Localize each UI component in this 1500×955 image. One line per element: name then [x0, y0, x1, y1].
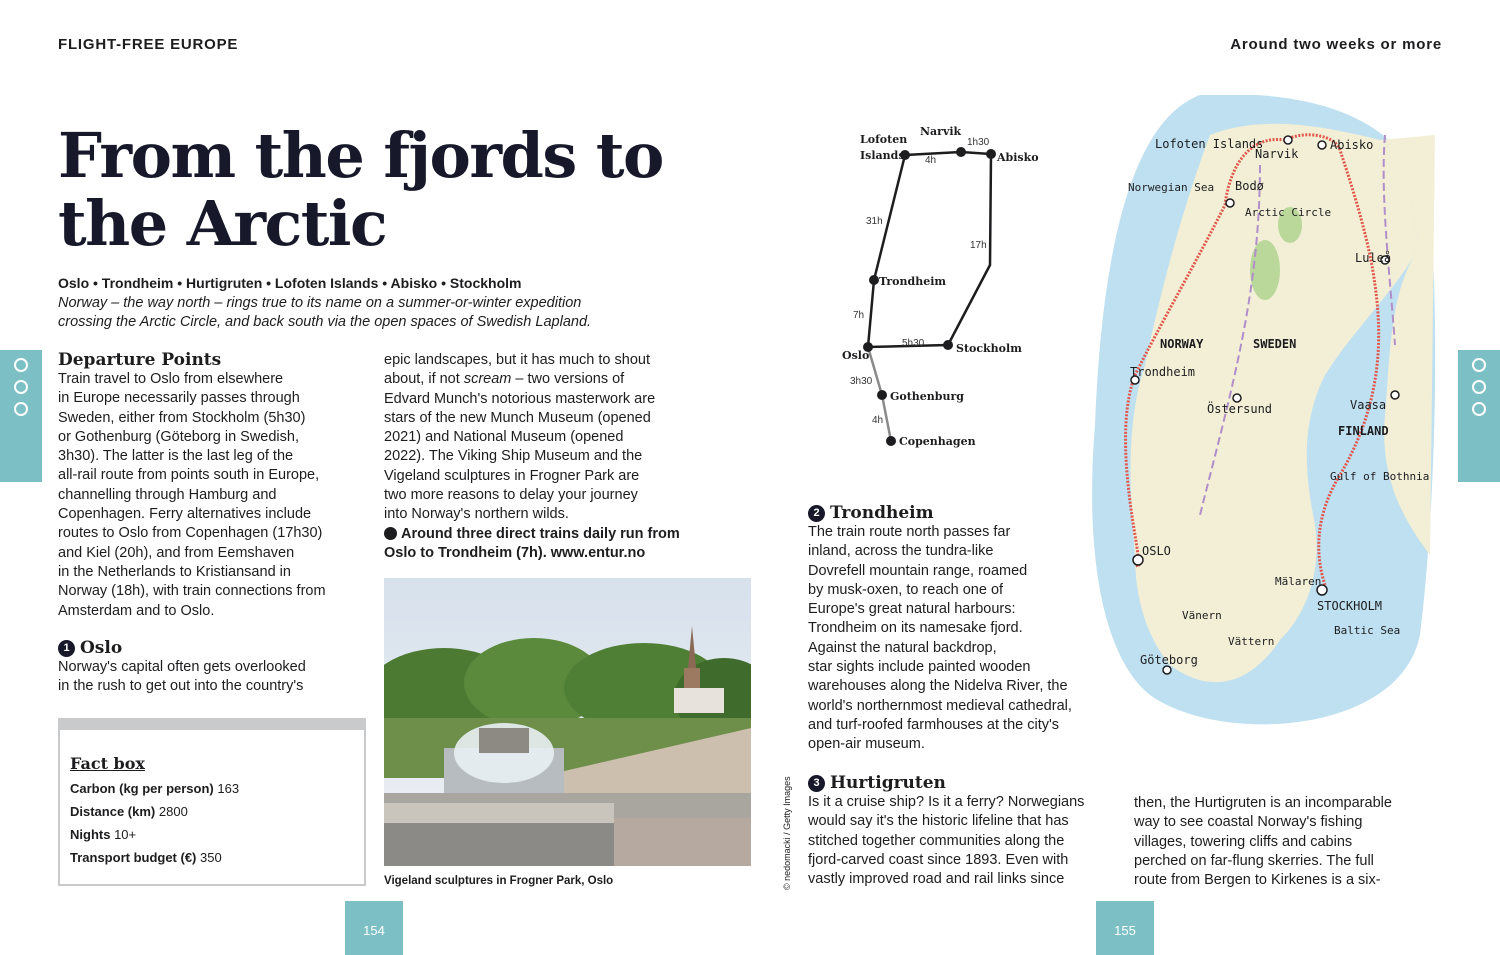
text-fragment: – two versions of — [515, 371, 625, 388]
text-line: route from Bergen to Kirkenes is a six- — [1134, 872, 1381, 889]
drink-icon — [14, 402, 28, 416]
city-marker — [1226, 199, 1234, 207]
oslo-section — [58, 638, 373, 697]
station-label: Lofoten — [860, 133, 908, 146]
text-line: epic landscapes, but it has much to shout — [384, 352, 650, 368]
fact-box — [58, 718, 366, 886]
text-line: and turf-roofed farmhouses at the city's — [808, 716, 1060, 733]
hurtigruten-heading: Hurtigruten — [830, 773, 946, 793]
map-label: Abisko — [1330, 138, 1374, 152]
text-line: 2022). The Viking Ship Museum and the — [384, 448, 643, 465]
duration-label: 31h — [866, 216, 883, 227]
text-line: Sweden, either from Stockholm (5h30) — [58, 409, 306, 426]
city-marker — [1233, 394, 1241, 402]
text-line: by musk-oxen, to reach one of — [808, 581, 1004, 598]
duration-label: 5h30 — [902, 338, 925, 349]
text-line: two more reasons to delay your journey — [384, 487, 638, 504]
city-marker — [1391, 391, 1399, 399]
map-label: Lofoten Islands — [1155, 137, 1264, 151]
map-label: Vänern — [1182, 609, 1222, 622]
page-title: From the fjords to the Arctic — [58, 119, 663, 260]
map-label: Östersund — [1207, 402, 1273, 416]
city-marker — [1163, 666, 1171, 674]
route-line: Oslo • Trondheim • Hurtigruten • Lofoten Islands • Abisko • Stockholm — [58, 275, 522, 291]
duration-label: 7h — [853, 310, 865, 321]
running-header-right: Around two weeks or more — [1230, 36, 1442, 53]
duration-label: 1h30 — [967, 137, 990, 148]
fact-row-budget — [70, 846, 239, 869]
text-line: star sights include painted wooden — [808, 659, 1031, 676]
map-label: SWEDEN — [1253, 337, 1297, 351]
photo-caption: Vigeland sculptures in Frogner Park, Oslo — [384, 875, 614, 887]
station-dot — [986, 149, 996, 159]
text-line: Train travel to Oslo from elsewhere — [58, 371, 284, 387]
text-line: inland, across the tundra-like — [808, 543, 994, 560]
text-line: stars of the new Munch Museum (opened — [384, 409, 651, 426]
map-label: Narvik — [1255, 147, 1299, 161]
photo-illustration — [384, 578, 751, 866]
text-line: then, the Hurtigruten is an incomparable — [1134, 795, 1392, 811]
fact-row-nights — [70, 823, 239, 846]
station-dot — [943, 340, 953, 350]
fact-label: Distance (km) — [70, 804, 156, 819]
station-dot — [877, 390, 887, 400]
drink-icon — [1472, 402, 1486, 416]
train-tip — [384, 525, 704, 564]
text-line: routes to Oslo from Copenhagen (17h30) — [58, 525, 323, 542]
map-label: Göteborg — [1140, 653, 1198, 667]
station-dot — [886, 436, 896, 446]
text-line: The train route north passes far — [808, 524, 1011, 540]
departure-section — [58, 350, 373, 621]
text-line: way to see coastal Norway's fishing — [1134, 814, 1363, 831]
side-tab-left — [0, 350, 42, 482]
text-line: Edvard Munch's notorious masterwork are — [384, 390, 656, 407]
hiker-icon — [1472, 358, 1486, 372]
fact-label: Nights — [70, 827, 111, 842]
fact-label: Transport budget (€) — [70, 850, 197, 865]
text-line: Copenhagen. Ferry alternatives include — [58, 506, 312, 523]
text-line: Amsterdam and to Oslo. — [58, 602, 215, 619]
map-label: Vättern — [1228, 635, 1275, 648]
map-label: STOCKHOLM — [1317, 599, 1383, 613]
map-label: Mälaren — [1275, 575, 1322, 588]
station-dot — [956, 147, 966, 157]
text-line: Europe's great natural harbours: — [808, 601, 1016, 618]
duration-label: 3h30 — [850, 376, 873, 387]
page-number-right: 155 — [1096, 901, 1154, 955]
text-line: would say it's the historic lifeline that has — [808, 813, 1069, 830]
map-label: Trondheim — [1130, 365, 1196, 379]
text-line: and Kiel (20h), and from Eemshaven — [58, 544, 295, 561]
fact-row-carbon — [70, 777, 239, 800]
fact-box-heading: Fact box — [70, 754, 145, 773]
map-label: Norwegian Sea — [1128, 181, 1215, 194]
text-line: Norway's capital often gets overlooked — [58, 659, 306, 675]
text-line: Dovrefell mountain range, roamed — [808, 562, 1028, 579]
map-label: FINLAND — [1338, 424, 1389, 438]
map-label: NORWAY — [1160, 337, 1204, 351]
text-line — [384, 370, 704, 389]
text-line: Is it a cruise ship? Is it a ferry? Norwegians — [808, 794, 1085, 810]
text-line: warehouses along the Nidelva River, the — [808, 678, 1068, 695]
duration-label: 4h — [872, 415, 884, 426]
italic-word: scream — [463, 371, 512, 388]
departure-body — [58, 370, 373, 621]
intro-line: crossing the Arctic Circle, and back south via the open spaces of Swedish Lapland. — [58, 314, 592, 330]
text-line: stitched together communities along the — [808, 832, 1065, 849]
train-icon — [384, 527, 397, 540]
text-line: all-rail route from points south in Europe, — [58, 467, 320, 484]
map-label: OSLO — [1142, 544, 1171, 558]
city-marker — [1284, 136, 1292, 144]
fact-value: 2800 — [158, 804, 188, 819]
fact-label: Carbon (kg per person) — [70, 781, 214, 796]
text-line: or Gothenburg (Göteborg in Swedish, — [58, 428, 299, 445]
hurtigruten-column-two — [1134, 794, 1454, 890]
photo-credit: © nedomacki / Getty Images — [782, 776, 792, 890]
station-label: Stockholm — [956, 342, 1022, 355]
map-label: Bodø — [1235, 179, 1264, 193]
text-line: open-air museum. — [808, 736, 925, 753]
column-two-text — [384, 351, 704, 563]
station-label: Islands — [860, 149, 905, 162]
section-number-badge: 1 — [58, 640, 75, 657]
text-line: fjord-carved coast since 1893. Even with — [808, 851, 1069, 868]
text-line: perched on far-flung skerries. The full — [1134, 852, 1374, 869]
fact-box-band — [60, 720, 364, 730]
route-diagram — [830, 115, 1060, 460]
text-line: in Europe necessarily passes through — [58, 390, 300, 407]
text-line: 3h30). The latter is the last leg of the — [58, 448, 294, 465]
station-label: Oslo — [842, 349, 870, 362]
station-label: Abisko — [997, 151, 1039, 164]
map-label: Vaasa — [1350, 398, 1387, 412]
text-line: Against the natural backdrop, — [808, 639, 997, 656]
running-header-left: FLIGHT-FREE EUROPE — [58, 36, 239, 53]
station-label: Gothenburg — [890, 390, 964, 403]
page-number-left: 154 — [345, 901, 403, 955]
map-label: Baltic Sea — [1334, 624, 1401, 637]
station-label: Copenhagen — [899, 435, 976, 448]
station-dot — [869, 275, 879, 285]
text-fragment: about, if not — [384, 371, 464, 388]
map-label: Luleå — [1355, 251, 1392, 265]
hiker-icon — [14, 358, 28, 372]
intro-text — [58, 294, 738, 332]
text-line: in the rush to get out into the country's — [58, 678, 304, 695]
duration-label: 4h — [925, 155, 937, 166]
duration-label: 17h — [970, 240, 987, 251]
station-label: Narvik — [920, 125, 962, 138]
text-line: 2021) and National Museum (opened — [384, 429, 624, 446]
map-label: Arctic Circle — [1245, 206, 1332, 219]
trondheim-section — [808, 503, 1128, 755]
trondheim-heading: Trondheim — [830, 503, 934, 523]
text-line: vastly improved road and rail links since — [808, 871, 1065, 888]
intro-line: Norway – the way north – rings true to its name on a summer-or-winter expedition — [58, 295, 582, 311]
departure-heading: Departure Points — [58, 350, 222, 370]
text-line: villages, towering cliffs and cabins — [1134, 833, 1353, 850]
oslo-heading: Oslo — [80, 638, 123, 658]
tree-icon — [1472, 380, 1486, 394]
text-line: channelling through Hamburg and — [58, 486, 277, 503]
fact-value: 350 — [200, 850, 222, 865]
fact-value: 10+ — [114, 827, 137, 842]
section-number-badge: 3 — [808, 775, 825, 792]
map-label: Gulf of Bothnia — [1330, 470, 1430, 483]
text-line: Norway (18h), with train connections from — [58, 583, 326, 600]
city-marker — [1318, 141, 1326, 149]
scandinavia-map — [1090, 95, 1440, 735]
train-tip-line: Around three direct trains daily run from — [401, 525, 680, 542]
tree-icon — [14, 380, 28, 394]
side-tab-right — [1458, 350, 1500, 482]
text-line: Trondheim on its namesake fjord. — [808, 620, 1023, 637]
frogner-park-photo — [384, 578, 751, 866]
text-line: Vigeland sculptures in Frogner Park are — [384, 467, 640, 484]
text-line: world's northernmost medieval cathedral, — [808, 697, 1072, 714]
fact-row-distance — [70, 800, 239, 823]
forest-area — [1250, 240, 1280, 300]
text-line: into Norway's northern wilds. — [384, 506, 569, 523]
hurtigruten-section — [808, 773, 1128, 889]
fact-value: 163 — [217, 781, 240, 796]
text-line: in the Netherlands to Kristiansand in — [58, 563, 291, 580]
section-number-badge: 2 — [808, 505, 825, 522]
train-tip-line: Oslo to Trondheim (7h). www.entur.no — [384, 544, 646, 561]
station-label: Trondheim — [879, 275, 947, 288]
